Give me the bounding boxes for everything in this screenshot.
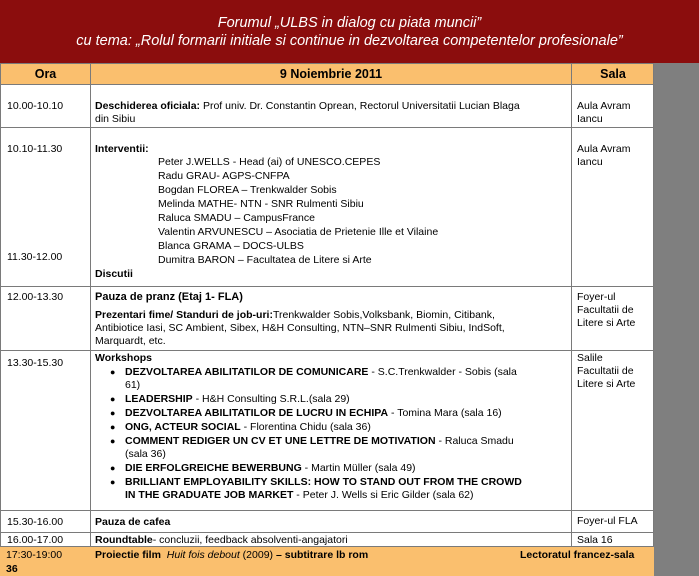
bullet-icon: ● <box>110 463 116 473</box>
opening-room-line-2: Iancu <box>577 113 603 125</box>
workshops-room-cell <box>571 350 654 510</box>
coffee-room: Foyer-ul FLA <box>577 515 638 527</box>
opening-title: Deschiderea oficiala: <box>95 100 201 112</box>
roundtable-title: Roundtable <box>95 534 153 546</box>
bullet-icon: ● <box>110 367 116 377</box>
workshops-time-cell <box>0 350 90 510</box>
lunch-room-line-2: Facultatii de <box>577 304 634 316</box>
opening-room-cell <box>571 84 654 127</box>
workshops-room-line-3: Litere si Arte <box>577 378 636 390</box>
film-time-wrap: 36 <box>6 563 18 575</box>
film-year: (2009) <box>239 549 274 561</box>
workshop-item <box>110 366 565 392</box>
speaker-item: Blanca GRAMA – DOCS-ULBS <box>158 240 304 252</box>
roundtable-content-cell <box>90 532 571 547</box>
workshop-detail: - H&H Consulting S.R.L.(sala 29) <box>192 393 350 405</box>
bullet-icon: ● <box>110 477 116 487</box>
coffee-title: Pauza de cafea <box>95 516 171 528</box>
lunch-room-line-3: Litere si Arte <box>577 317 636 329</box>
film-subtitle: – subtitrare lb rom <box>275 549 369 561</box>
speaker-item: Melinda MATHE- NTN - SNR Rulmenti Sibiu <box>158 198 364 210</box>
table-right-border <box>653 63 654 576</box>
column-header-room: Sala <box>571 63 654 84</box>
opening-time-cell <box>0 84 90 127</box>
opening-speaker: Prof univ. Dr. Constantin Oprean, Rectorul Universitatii Lucian Blaga <box>200 100 520 112</box>
speaker-item: Bogdan FLOREA – Trenkwalder Sobis <box>158 184 337 196</box>
presentations-companies-a: Trenkwalder Sobis,Volksbank, Biomin, Citibank, <box>272 309 495 321</box>
interventions-room-line-1: Aula Avram <box>577 143 631 155</box>
interventions-content-cell <box>90 127 571 286</box>
speaker-item: Radu GRAU- AGPS-CNFPA <box>158 170 290 182</box>
workshop-item <box>110 421 565 434</box>
interventions-title: Interventii: <box>95 143 149 155</box>
coffee-content-cell <box>90 510 571 532</box>
film-title-label: Proiectie film <box>95 549 161 561</box>
workshop-item <box>110 435 565 461</box>
discussion-time: 11.30-12.00 <box>7 251 63 263</box>
lunch-room-cell <box>571 286 654 350</box>
roundtable-room-cell <box>571 532 654 547</box>
workshops-title: Workshops <box>95 352 152 364</box>
workshops-room-line-1: Salile <box>577 352 603 364</box>
workshop-detail: - Florentina Chidu (sala 36) <box>240 421 371 433</box>
presentations-line-1 <box>95 309 495 321</box>
workshop-detail: - Raluca Smadu <box>435 435 514 447</box>
film-line <box>95 549 368 561</box>
presentations-line-2: Antibiotice Iasi, SC Ambient, Sibex, H&H Consulting, NTN–SNR Rulmenti Sibiu, IndSoft, <box>95 322 505 334</box>
roundtable-time-cell <box>0 532 90 547</box>
bullet-icon: ● <box>110 436 116 446</box>
column-header-date: 9 Noiembrie 2011 <box>90 63 571 84</box>
workshop-name: ONG, ACTEUR SOCIAL <box>125 421 241 433</box>
column-header-time: Ora <box>0 63 90 84</box>
roundtable-room: Sala 16 <box>577 534 613 546</box>
film-row <box>0 546 654 576</box>
workshops-content-cell <box>90 350 571 510</box>
workshop-name-cont: IN THE GRADUATE JOB MARKET <box>125 489 294 501</box>
bullet-icon: ● <box>110 422 116 432</box>
opening-content-cell <box>90 84 571 127</box>
workshop-name: LEADERSHIP <box>125 393 193 405</box>
roundtable-time: 16.00-17.00 <box>7 534 64 546</box>
workshops-time: 13.30-15.30 <box>7 357 64 369</box>
event-header <box>0 0 699 63</box>
interventions-time: 10.10-11.30 <box>7 143 63 155</box>
opening-line-2: din Sibiu <box>95 113 136 125</box>
workshop-item <box>110 393 565 406</box>
coffee-time-cell <box>0 510 90 532</box>
workshop-name: COMMENT REDIGER UN CV ET UNE LETTRE DE MOTIVATION <box>125 435 436 447</box>
coffee-time: 15.30-16.00 <box>7 516 64 528</box>
presentations-title: Prezentari fime/ Standuri de job-uri: <box>95 309 273 321</box>
bullet-icon: ● <box>110 408 116 418</box>
bullet-icon: ● <box>110 394 116 404</box>
speaker-item: Raluca SMADU – CampusFrance <box>158 212 315 224</box>
lunch-time: 12.00-13.30 <box>7 291 64 303</box>
roundtable-line <box>95 534 348 546</box>
event-title: Forumul „ULBS in dialog cu piata muncii” <box>217 15 482 31</box>
presentations-line-3: Marquardt, etc. <box>95 335 166 347</box>
interventions-time-cell <box>0 127 90 286</box>
film-room: Lectoratul francez-sala <box>520 549 635 561</box>
discussion-label: Discutii <box>95 268 133 280</box>
workshop-name: DIE ERFOLGREICHE BEWERBUNG <box>125 462 302 474</box>
coffee-room-cell <box>571 510 654 532</box>
opening-time: 10.00-10.10 <box>7 100 64 112</box>
opening-line-1 <box>95 100 520 112</box>
lunch-content-cell <box>90 286 571 350</box>
lunch-title: Pauza de pranz (Etaj 1- FLA) <box>95 291 243 303</box>
roundtable-text: - concluzii, feedback absolventi-angajatori <box>152 534 348 546</box>
workshop-name: DEZVOLTAREA ABILITATILOR DE COMUNICARE <box>125 366 369 378</box>
opening-room-line-1: Aula Avram <box>577 100 631 112</box>
workshops-room-line-2: Facultatii de <box>577 365 634 377</box>
workshop-item <box>110 476 565 502</box>
schedule-table <box>0 63 654 576</box>
event-theme: cu tema: „Rolul formarii initiale si continue in dezvoltarea competentelor profesionale” <box>76 33 623 49</box>
workshop-detail: - Martin Müller (sala 49) <box>301 462 416 474</box>
workshop-detail: - Tomina Mara (sala 16) <box>388 407 502 419</box>
speaker-item: Valentin ARVUNESCU – Asociatia de Prietenie Ille et Vilaine <box>158 226 439 238</box>
film-time: 17:30-19:00 <box>6 549 63 561</box>
workshop-detail-cont: 61) <box>125 379 141 391</box>
workshop-detail: - S.C.Trenkwalder - Sobis (sala <box>368 366 517 378</box>
workshop-detail-cont: (sala 36) <box>125 448 166 460</box>
lunch-time-cell <box>0 286 90 350</box>
workshop-name: BRILLIANT EMPLOYABILITY SKILLS: HOW TO STAND OUT FROM THE CROWD <box>125 476 522 488</box>
right-gray-margin <box>654 63 699 576</box>
speaker-item: Dumitra BARON – Facultatea de Litere si Arte <box>158 254 372 266</box>
interventions-room-cell <box>571 127 654 286</box>
workshop-name: DEZVOLTAREA ABILITATILOR DE LUCRU IN ECHIPA <box>125 407 389 419</box>
film-title: Huit fois debout <box>166 549 240 561</box>
speaker-item: Peter J.WELLS - Head (ai) of UNESCO.CEPES <box>158 156 381 168</box>
workshop-item <box>110 462 565 475</box>
lunch-room-line-1: Foyer-ul <box>577 291 616 303</box>
workshop-item <box>110 407 565 420</box>
workshop-detail: - Peter J. Wells si Eric Gilder (sala 62) <box>293 489 474 501</box>
interventions-room-line-2: Iancu <box>577 156 603 168</box>
